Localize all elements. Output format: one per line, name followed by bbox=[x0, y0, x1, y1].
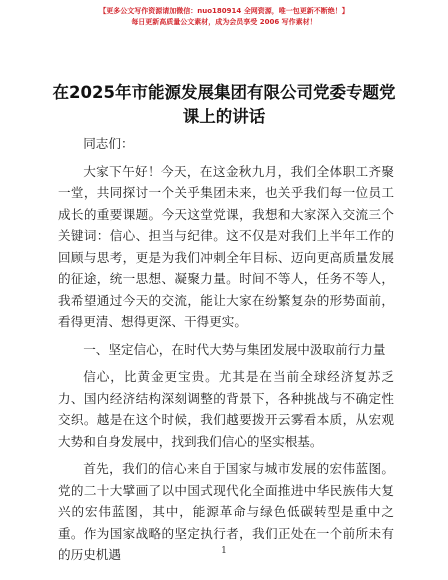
promo-banner-line-2: 每日更新高质量公文素材，成为会员享受 2006 写作素材！ bbox=[131, 18, 317, 26]
paragraph-confidence: 信心，比黄金更宝贵。尤其是在当前全球经济复苏乏力、国内经济结构深刻调整的背景下，各种挑战与不确定性交织。越是在这个时候，我们越要拨开云雾看本质，从宏观大势和自身发展中，找到我们信心的坚实根基。 bbox=[58, 369, 394, 449]
paragraph-first-point: 首先，我们的信心来自于国家与城市发展的宏伟蓝图。党的二十大擘画了以中国式现代化全面推进中华民族伟大复兴的宏伟蓝图，其中，能源革命与绿色低碳转型是重中之重。作为国家战略的坚定执行者，我们正处在一个前所未有的历史机遇 bbox=[58, 461, 394, 562]
page-number: 1 bbox=[221, 546, 227, 556]
section-heading-1: 一、坚定信心，在时代大势与集团发展中汲取前行力量 bbox=[83, 341, 386, 357]
document-title bbox=[40, 81, 408, 129]
salutation: 同志们： bbox=[83, 136, 134, 151]
paragraph-intro: 大家下午好！今天，在这金秋九月，我们全体职工齐聚一堂，共同探讨一个关乎集团未来，也关乎我们每一位员工成长的重要课题。今天这堂党课，我想和大家深入交流三个关键词：信心、担当与纪律。这不仅是对我们上半年工作的回顾与思考，更是为我们冲刺全年目标、迈向更高质量发展的征途，统一思想、凝聚力量。时间不等人，任务不等人，我希望通过今天的交流，能让大家在纷繁复杂的形势面前，看得更清、想得更深、干得更实。 bbox=[58, 163, 394, 329]
promo-banner bbox=[0, 6, 448, 28]
promo-banner-line-1: 【更多公文写作资源请加微信：nuo180914 全网资源，唯一包更新不断绝！】 bbox=[99, 7, 349, 15]
document-title-line-2: 课上的讲话 bbox=[182, 107, 266, 126]
document-body bbox=[58, 133, 394, 566]
document-title-line-1: 在2025年市能源发展集团有限公司党委专题党 bbox=[52, 83, 396, 102]
